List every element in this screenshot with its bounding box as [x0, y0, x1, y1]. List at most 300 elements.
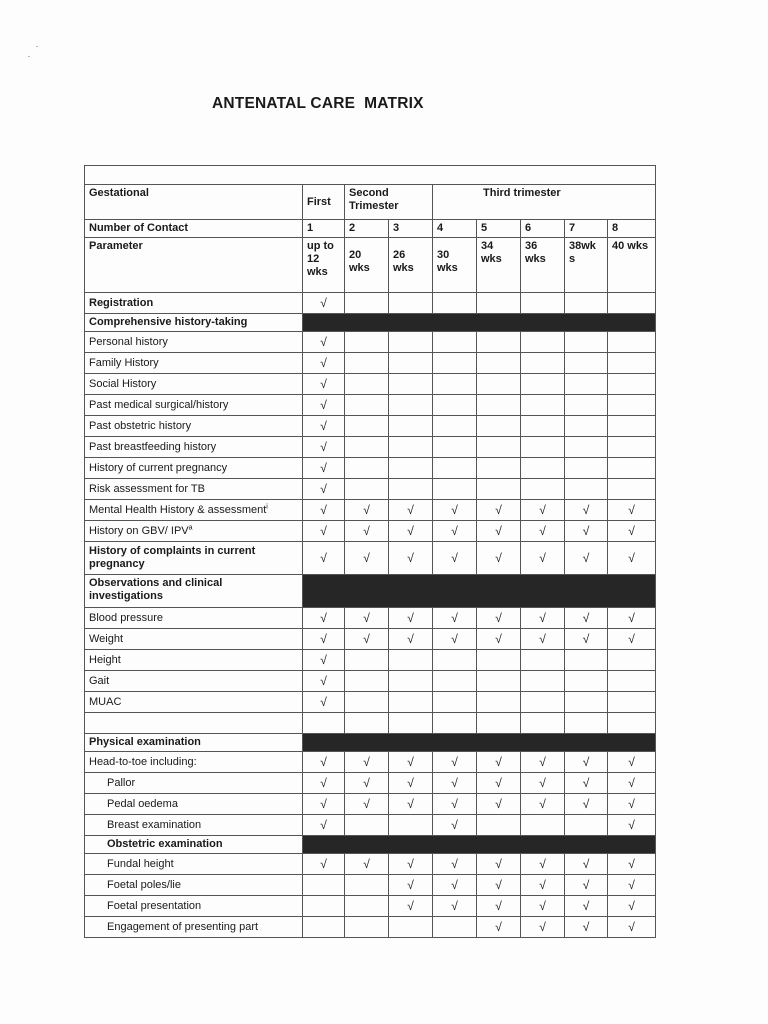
- row-label-history-of-current-pregnancy: [85, 458, 303, 479]
- table-row: [85, 416, 656, 437]
- checkmark-icon: √: [565, 773, 608, 794]
- table-row: [85, 458, 656, 479]
- checkmark-icon: √: [303, 671, 345, 692]
- empty-cell: [345, 437, 389, 458]
- empty-cell: [608, 293, 656, 314]
- trimester-second: Second Trimester: [345, 185, 433, 220]
- empty-cell: [565, 671, 608, 692]
- empty-cell: [389, 671, 433, 692]
- checkmark-icon: √: [389, 542, 433, 575]
- checkmark-icon: √: [521, 875, 565, 896]
- checkmark-icon: √: [389, 854, 433, 875]
- checkmark-icon: √: [608, 608, 656, 629]
- checkmark-icon: √: [303, 479, 345, 500]
- checkmark-icon: √: [345, 752, 389, 773]
- empty-cell: [303, 917, 345, 938]
- checkmark-icon: √: [303, 752, 345, 773]
- empty-cell: [345, 692, 389, 713]
- empty-cell: [345, 293, 389, 314]
- row-label-text: History of current pregnancy: [89, 461, 228, 474]
- empty-cell: [608, 437, 656, 458]
- row-label-family-history: [85, 353, 303, 374]
- table-row: [85, 854, 656, 875]
- empty-cell: [433, 416, 477, 437]
- row-label-blood-pressure: [85, 608, 303, 629]
- table-row: [85, 395, 656, 416]
- checkmark-icon: √: [303, 608, 345, 629]
- checkmark-icon: √: [303, 416, 345, 437]
- table-row: [85, 629, 656, 650]
- checkmark-icon: √: [303, 815, 345, 836]
- empty-cell: [389, 437, 433, 458]
- table-row: [85, 650, 656, 671]
- empty-cell: [433, 458, 477, 479]
- checkmark-icon: √: [389, 608, 433, 629]
- empty-cell: [345, 332, 389, 353]
- table-row: [85, 521, 656, 542]
- empty-cell: [565, 713, 608, 734]
- empty-cell: [521, 458, 565, 479]
- checkmark-icon: √: [477, 752, 521, 773]
- gestational-label: Gestational: [85, 185, 303, 220]
- checkmark-icon: √: [303, 458, 345, 479]
- empty-cell: [477, 713, 521, 734]
- empty-cell: [608, 713, 656, 734]
- section-header-row: [85, 734, 656, 752]
- parameter-label: Parameter: [85, 238, 303, 293]
- section-shaded-bar: [303, 836, 656, 854]
- table-row: [85, 353, 656, 374]
- row-label-text: Fundal height: [107, 857, 174, 870]
- contact-number: 3: [389, 220, 433, 238]
- checkmark-icon: √: [433, 608, 477, 629]
- checkmark-icon: √: [345, 500, 389, 521]
- row-label-past-medical-surgical-history: [85, 395, 303, 416]
- empty-cell: [345, 395, 389, 416]
- checkmark-icon: √: [477, 521, 521, 542]
- empty-cell: [477, 416, 521, 437]
- checkmark-icon: √: [477, 773, 521, 794]
- checkmark-icon: √: [565, 500, 608, 521]
- row-label-text: History of complaints in current pregnancy: [89, 545, 256, 570]
- checkmark-icon: √: [433, 542, 477, 575]
- checkmark-icon: √: [521, 500, 565, 521]
- checkmark-icon: √: [565, 917, 608, 938]
- contact-number: 2: [345, 220, 389, 238]
- row-label-foetal-poles-lie: [85, 875, 303, 896]
- section-title-obstetric-examination: Obstetric examination: [85, 836, 303, 854]
- empty-cell: [608, 458, 656, 479]
- checkmark-icon: √: [565, 875, 608, 896]
- checkmark-icon: √: [433, 500, 477, 521]
- row-label-muac: [85, 692, 303, 713]
- checkmark-icon: √: [389, 500, 433, 521]
- row-label-text: Pallor: [107, 776, 136, 789]
- checkmark-icon: √: [477, 875, 521, 896]
- empty-cell: [345, 713, 389, 734]
- section-title-observations-and-clinical-investigations: Observations and clinical investigations: [85, 575, 303, 608]
- empty-cell: [565, 437, 608, 458]
- empty-cell: [608, 332, 656, 353]
- checkmark-icon: √: [608, 794, 656, 815]
- empty-cell: [477, 437, 521, 458]
- checkmark-icon: √: [521, 917, 565, 938]
- section-shaded-bar: [303, 314, 656, 332]
- checkmark-icon: √: [477, 542, 521, 575]
- checkmark-icon: √: [565, 896, 608, 917]
- table-row: [85, 479, 656, 500]
- checkmark-icon: √: [433, 521, 477, 542]
- checkmark-icon: √: [565, 542, 608, 575]
- empty-cell: [565, 332, 608, 353]
- empty-cell: [345, 479, 389, 500]
- checkmark-icon: √: [389, 773, 433, 794]
- checkmark-icon: √: [521, 629, 565, 650]
- empty-cell: [521, 479, 565, 500]
- empty-cell: [345, 650, 389, 671]
- empty-cell: [565, 692, 608, 713]
- checkmark-icon: √: [608, 752, 656, 773]
- empty-cell: [521, 353, 565, 374]
- gestation-weeks: 26 wks: [389, 238, 433, 293]
- checkmark-icon: √: [303, 437, 345, 458]
- checkmark-icon: √: [303, 332, 345, 353]
- checkmark-icon: √: [303, 353, 345, 374]
- empty-cell: [477, 395, 521, 416]
- table-row: [85, 293, 656, 314]
- checkmark-icon: √: [608, 542, 656, 575]
- empty-cell: [345, 815, 389, 836]
- empty-cell: [433, 917, 477, 938]
- checkmark-icon: √: [303, 293, 345, 314]
- empty-cell: [521, 293, 565, 314]
- checkmark-icon: √: [565, 629, 608, 650]
- empty-cell: [389, 479, 433, 500]
- row-label-gait: [85, 671, 303, 692]
- empty-cell: [433, 671, 477, 692]
- trimester-third: Third trimester: [433, 185, 656, 220]
- row-label-weight: [85, 629, 303, 650]
- empty-cell: [608, 650, 656, 671]
- empty-cell: [521, 671, 565, 692]
- table-row: [85, 374, 656, 395]
- checkmark-icon: √: [345, 773, 389, 794]
- gestation-weeks: 30 wks: [433, 238, 477, 293]
- empty-cell: [389, 395, 433, 416]
- checkmark-icon: √: [608, 917, 656, 938]
- empty-cell: [345, 875, 389, 896]
- scan-speck: [28, 56, 30, 57]
- contact-number-row: [85, 220, 656, 238]
- checkmark-icon: √: [389, 521, 433, 542]
- empty-cell: [389, 713, 433, 734]
- checkmark-icon: √: [477, 500, 521, 521]
- row-label-history-of-complaints-in-current-pregnancy: [85, 542, 303, 575]
- checkmark-icon: √: [303, 854, 345, 875]
- gestation-weeks: 34 wks: [477, 238, 521, 293]
- checkmark-icon: √: [477, 854, 521, 875]
- empty-cell: [345, 671, 389, 692]
- gestation-weeks: 36 wks: [521, 238, 565, 293]
- gestation-weeks: up to 12 wks: [303, 238, 345, 293]
- checkmark-icon: √: [433, 875, 477, 896]
- empty-cell: [433, 332, 477, 353]
- row-label-history-on-gbv-ipv: [85, 521, 303, 542]
- row-label-text: Past medical surgical/history: [89, 398, 229, 411]
- row-label-pedal-oedema: [85, 794, 303, 815]
- checkmark-icon: √: [565, 794, 608, 815]
- empty-cell: [521, 416, 565, 437]
- checkmark-icon: √: [477, 794, 521, 815]
- checkmark-icon: √: [477, 917, 521, 938]
- empty-cell: [433, 437, 477, 458]
- empty-cell: [345, 353, 389, 374]
- checkmark-icon: √: [433, 794, 477, 815]
- checkmark-icon: √: [303, 500, 345, 521]
- checkmark-icon: √: [433, 854, 477, 875]
- checkmark-icon: √: [608, 854, 656, 875]
- checkmark-icon: √: [303, 692, 345, 713]
- empty-cell: [477, 458, 521, 479]
- row-label-text: Weight: [89, 632, 124, 645]
- row-label-text: Registration: [89, 296, 154, 309]
- row-label-engagement-of-presenting-part: [85, 917, 303, 938]
- footnote-marker: a: [188, 523, 193, 531]
- checkmark-icon: √: [303, 773, 345, 794]
- antenatal-care-matrix: [84, 165, 656, 938]
- empty-cell: [433, 479, 477, 500]
- empty-cell: [433, 692, 477, 713]
- gestation-weeks: 38wk s: [565, 238, 608, 293]
- table-row: [85, 773, 656, 794]
- row-label-text: Foetal presentation: [107, 899, 202, 912]
- empty-cell: [477, 332, 521, 353]
- empty-cell: [389, 692, 433, 713]
- empty-cell: [303, 875, 345, 896]
- empty-cell: [565, 650, 608, 671]
- empty-cell: [565, 395, 608, 416]
- row-label-text: Risk assessment for TB: [89, 482, 205, 495]
- checkmark-icon: √: [389, 629, 433, 650]
- empty-cell: [477, 650, 521, 671]
- empty-cell: [433, 293, 477, 314]
- checkmark-icon: √: [565, 752, 608, 773]
- checkmark-icon: √: [303, 374, 345, 395]
- table-row: [85, 752, 656, 773]
- row-label-text: Personal history: [89, 335, 168, 348]
- checkmark-icon: √: [345, 521, 389, 542]
- checkmark-icon: √: [608, 815, 656, 836]
- scan-speck: [36, 46, 38, 47]
- empty-cell: [303, 713, 345, 734]
- section-header-row: [85, 575, 656, 608]
- empty-cell: [389, 416, 433, 437]
- section-shaded-bar: [303, 734, 656, 752]
- empty-cell: [608, 479, 656, 500]
- table-row: [85, 692, 656, 713]
- checkmark-icon: √: [608, 629, 656, 650]
- empty-cell: [477, 293, 521, 314]
- row-label-social-history: [85, 374, 303, 395]
- checkmark-icon: √: [303, 521, 345, 542]
- empty-cell: [565, 353, 608, 374]
- section-shaded-bar: [303, 575, 656, 608]
- empty-cell: [433, 650, 477, 671]
- section-title-physical-examination: Physical examination: [85, 734, 303, 752]
- empty-cell: [608, 374, 656, 395]
- checkmark-icon: √: [521, 521, 565, 542]
- checkmark-icon: √: [477, 896, 521, 917]
- table-row: [85, 875, 656, 896]
- checkmark-icon: √: [477, 629, 521, 650]
- checkmark-icon: √: [345, 794, 389, 815]
- row-label-text: Breast examination: [107, 818, 202, 831]
- table-row: [85, 542, 656, 575]
- empty-cell: [477, 374, 521, 395]
- row-label-height: [85, 650, 303, 671]
- row-label-breast-examination: [85, 815, 303, 836]
- empty-cell: [521, 650, 565, 671]
- checkmark-icon: √: [477, 608, 521, 629]
- parameter-row: [85, 238, 656, 293]
- empty-cell: [521, 332, 565, 353]
- row-label-text: Height: [89, 653, 121, 666]
- empty-cell: [389, 293, 433, 314]
- table-row: [85, 437, 656, 458]
- row-label-foetal-presentation: [85, 896, 303, 917]
- empty-cell: [608, 353, 656, 374]
- empty-cell: [521, 437, 565, 458]
- checkmark-icon: √: [565, 608, 608, 629]
- empty-cell: [477, 671, 521, 692]
- section-header-row: [85, 836, 656, 854]
- checkmark-icon: √: [521, 608, 565, 629]
- checkmark-icon: √: [608, 875, 656, 896]
- empty-cell: [345, 458, 389, 479]
- row-label-text: Mental Health History & assessment: [89, 503, 267, 516]
- empty-cell: [345, 374, 389, 395]
- document-title: ANTENATAL CARE MATRIX: [212, 95, 424, 112]
- empty-cell: [608, 416, 656, 437]
- checkmark-icon: √: [303, 629, 345, 650]
- checkmark-icon: √: [608, 773, 656, 794]
- spacer-row: [85, 713, 656, 734]
- contact-label: Number of Contact: [85, 220, 303, 238]
- row-label-mental-health-history-assessment: [85, 500, 303, 521]
- row-label-blank: [85, 713, 303, 734]
- checkmark-icon: √: [433, 752, 477, 773]
- empty-cell: [389, 917, 433, 938]
- empty-cell: [521, 692, 565, 713]
- checkmark-icon: √: [303, 650, 345, 671]
- table-top-blank-row: [85, 166, 656, 185]
- empty-cell: [565, 458, 608, 479]
- row-label-fundal-height: [85, 854, 303, 875]
- checkmark-icon: √: [521, 794, 565, 815]
- row-label-text: History on GBV/ IPV: [89, 524, 189, 537]
- row-label-pallor: [85, 773, 303, 794]
- checkmark-icon: √: [345, 629, 389, 650]
- empty-cell: [433, 713, 477, 734]
- row-label-text: Past breastfeeding history: [89, 440, 217, 453]
- empty-cell: [389, 650, 433, 671]
- checkmark-icon: √: [608, 521, 656, 542]
- table-row: [85, 917, 656, 938]
- row-label-text: Family History: [89, 356, 159, 369]
- row-label-text: MUAC: [89, 695, 122, 708]
- empty-cell: [389, 374, 433, 395]
- row-label-head-to-toe-including: [85, 752, 303, 773]
- section-title-comprehensive-history-taking: Comprehensive history-taking: [85, 314, 303, 332]
- contact-number: 7: [565, 220, 608, 238]
- empty-cell: [565, 293, 608, 314]
- empty-cell: [433, 353, 477, 374]
- empty-cell: [303, 896, 345, 917]
- empty-cell: [608, 671, 656, 692]
- row-label-text: Foetal poles/lie: [107, 878, 181, 891]
- footnote-marker: i: [266, 502, 268, 510]
- trimester-first: First: [303, 185, 345, 220]
- empty-cell: [389, 458, 433, 479]
- empty-cell: [608, 692, 656, 713]
- gestation-weeks: 40 wks: [608, 238, 656, 293]
- empty-cell: [345, 896, 389, 917]
- row-label-text: Pedal oedema: [107, 797, 178, 810]
- empty-cell: [477, 815, 521, 836]
- empty-cell: [389, 332, 433, 353]
- empty-cell: [565, 479, 608, 500]
- empty-cell: [521, 374, 565, 395]
- checkmark-icon: √: [433, 773, 477, 794]
- checkmark-icon: √: [608, 500, 656, 521]
- empty-cell: [389, 815, 433, 836]
- empty-cell: [433, 374, 477, 395]
- table-row: [85, 332, 656, 353]
- checkmark-icon: √: [389, 752, 433, 773]
- contact-number: 6: [521, 220, 565, 238]
- checkmark-icon: √: [303, 395, 345, 416]
- checkmark-icon: √: [521, 542, 565, 575]
- row-label-past-obstetric-history: [85, 416, 303, 437]
- row-label-text: Social History: [89, 377, 157, 390]
- empty-cell: [389, 353, 433, 374]
- checkmark-icon: √: [345, 608, 389, 629]
- checkmark-icon: √: [345, 854, 389, 875]
- checkmark-icon: √: [565, 854, 608, 875]
- empty-cell: [477, 692, 521, 713]
- checkmark-icon: √: [521, 752, 565, 773]
- gestational-header-row: [85, 185, 656, 220]
- empty-cell: [608, 395, 656, 416]
- checkmark-icon: √: [521, 773, 565, 794]
- checkmark-icon: √: [345, 542, 389, 575]
- empty-cell: [521, 815, 565, 836]
- row-label-personal-history: [85, 332, 303, 353]
- empty-cell: [521, 713, 565, 734]
- empty-cell: [521, 395, 565, 416]
- empty-cell: [565, 416, 608, 437]
- checkmark-icon: √: [303, 542, 345, 575]
- row-label-text: Head-to-toe including:: [89, 755, 197, 768]
- checkmark-icon: √: [389, 794, 433, 815]
- contact-number: 4: [433, 220, 477, 238]
- table-row: [85, 896, 656, 917]
- gestation-weeks: 20 wks: [345, 238, 389, 293]
- empty-cell: [345, 917, 389, 938]
- empty-cell: [565, 815, 608, 836]
- checkmark-icon: √: [521, 854, 565, 875]
- checkmark-icon: √: [565, 521, 608, 542]
